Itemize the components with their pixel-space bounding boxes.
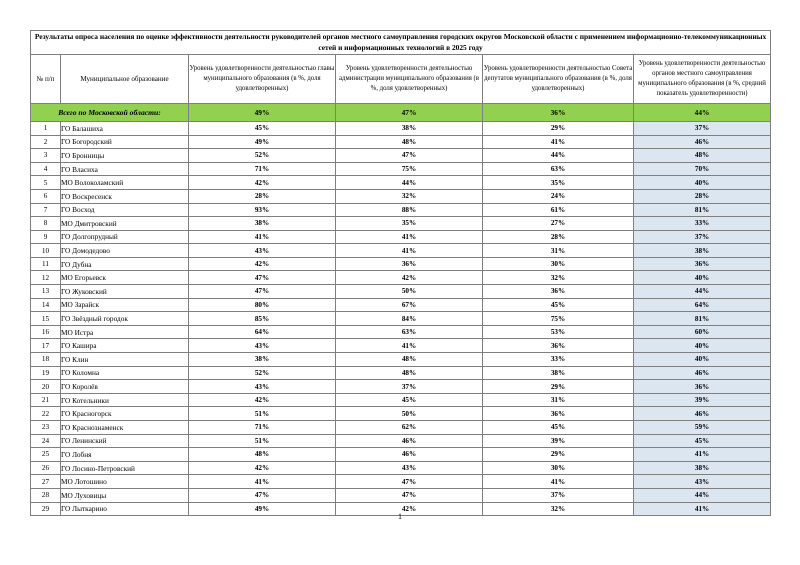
row-number: 10 xyxy=(31,244,61,258)
row-average-value: 70% xyxy=(634,162,771,176)
row-municipality: ГО Власиха xyxy=(61,162,189,176)
column-header-average-satisfaction: Уровень удовлетворенности деятельностью органов местного самоуправления муниципального образования (в %, средний показатель удовлетворенности) xyxy=(634,54,771,103)
table-row xyxy=(31,339,771,353)
row-head-value: 51% xyxy=(189,407,336,421)
table-row xyxy=(31,393,771,407)
column-header-head-satisfaction: Уровень удовлетворенности деятельностью главы муниципального образования (в %, доля удовлетворенных) xyxy=(189,54,336,103)
row-number: 1 xyxy=(31,121,61,135)
row-number: 4 xyxy=(31,162,61,176)
row-municipality: ГО Лосино-Петровский xyxy=(61,461,189,475)
row-head-value: 42% xyxy=(189,257,336,271)
row-council-value: 29% xyxy=(483,380,634,394)
row-average-value: 48% xyxy=(634,149,771,163)
row-council-value: 41% xyxy=(483,475,634,489)
row-number: 20 xyxy=(31,380,61,394)
row-head-value: 47% xyxy=(189,488,336,502)
row-head-value: 41% xyxy=(189,475,336,489)
row-administration-value: 36% xyxy=(336,257,483,271)
row-administration-value: 45% xyxy=(336,393,483,407)
row-municipality: ГО Воскресенск xyxy=(61,189,189,203)
row-number: 7 xyxy=(31,203,61,217)
row-administration-value: 84% xyxy=(336,312,483,326)
row-average-value: 40% xyxy=(634,353,771,367)
row-number: 17 xyxy=(31,339,61,353)
row-head-value: 71% xyxy=(189,421,336,435)
total-council-value: 36% xyxy=(483,103,634,121)
row-average-value: 39% xyxy=(634,393,771,407)
row-head-value: 85% xyxy=(189,312,336,326)
row-council-value: 32% xyxy=(483,271,634,285)
row-municipality: ГО Долгопрудный xyxy=(61,230,189,244)
row-head-value: 49% xyxy=(189,135,336,149)
row-municipality: МО Дмитровский xyxy=(61,217,189,231)
row-administration-value: 41% xyxy=(336,230,483,244)
row-average-value: 36% xyxy=(634,257,771,271)
row-average-value: 44% xyxy=(634,285,771,299)
row-head-value: 38% xyxy=(189,353,336,367)
row-number: 22 xyxy=(31,407,61,421)
row-number: 6 xyxy=(31,189,61,203)
row-administration-value: 41% xyxy=(336,244,483,258)
table-row xyxy=(31,461,771,475)
table-row xyxy=(31,298,771,312)
row-number: 3 xyxy=(31,149,61,163)
row-average-value: 37% xyxy=(634,121,771,135)
row-head-value: 43% xyxy=(189,339,336,353)
row-administration-value: 46% xyxy=(336,448,483,462)
row-municipality: ГО Клин xyxy=(61,353,189,367)
row-council-value: 29% xyxy=(483,448,634,462)
row-average-value: 33% xyxy=(634,217,771,231)
row-average-value: 38% xyxy=(634,244,771,258)
row-administration-value: 46% xyxy=(336,434,483,448)
row-number: 24 xyxy=(31,434,61,448)
row-administration-value: 42% xyxy=(336,271,483,285)
row-council-value: 30% xyxy=(483,461,634,475)
table-row xyxy=(31,353,771,367)
row-head-value: 51% xyxy=(189,434,336,448)
total-row-label: Всего по Московской области: xyxy=(31,103,189,121)
table-row xyxy=(31,149,771,163)
row-municipality: ГО Лобня xyxy=(61,448,189,462)
row-head-value: 52% xyxy=(189,149,336,163)
row-council-value: 32% xyxy=(483,502,634,516)
row-administration-value: 42% xyxy=(336,502,483,516)
row-average-value: 81% xyxy=(634,312,771,326)
row-average-value: 40% xyxy=(634,176,771,190)
table-row xyxy=(31,380,771,394)
table-row xyxy=(31,217,771,231)
table-row xyxy=(31,121,771,135)
table-header-row xyxy=(31,54,771,103)
row-council-value: 41% xyxy=(483,135,634,149)
row-average-value: 46% xyxy=(634,135,771,149)
row-head-value: 48% xyxy=(189,448,336,462)
row-number: 28 xyxy=(31,488,61,502)
row-administration-value: 63% xyxy=(336,325,483,339)
row-average-value: 46% xyxy=(634,366,771,380)
row-administration-value: 62% xyxy=(336,421,483,435)
table-row xyxy=(31,488,771,502)
row-number: 13 xyxy=(31,285,61,299)
row-head-value: 42% xyxy=(189,393,336,407)
table-title-row xyxy=(31,31,771,55)
row-average-value: 41% xyxy=(634,448,771,462)
column-header-municipality: Муниципальное образование xyxy=(61,54,189,103)
row-number: 11 xyxy=(31,257,61,271)
row-number: 18 xyxy=(31,353,61,367)
row-head-value: 43% xyxy=(189,380,336,394)
table-row xyxy=(31,203,771,217)
row-head-value: 41% xyxy=(189,230,336,244)
row-municipality: ГО Восход xyxy=(61,203,189,217)
row-administration-value: 38% xyxy=(336,121,483,135)
row-average-value: 41% xyxy=(634,502,771,516)
row-municipality: ГО Дубна xyxy=(61,257,189,271)
row-municipality: ГО Домодедово xyxy=(61,244,189,258)
row-council-value: 36% xyxy=(483,339,634,353)
row-council-value: 24% xyxy=(483,189,634,203)
table-row xyxy=(31,407,771,421)
row-administration-value: 50% xyxy=(336,285,483,299)
row-head-value: 49% xyxy=(189,502,336,516)
row-head-value: 47% xyxy=(189,285,336,299)
row-administration-value: 37% xyxy=(336,380,483,394)
table-row xyxy=(31,421,771,435)
row-municipality: ГО Краснознаменск xyxy=(61,421,189,435)
row-number: 2 xyxy=(31,135,61,149)
row-council-value: 31% xyxy=(483,393,634,407)
row-number: 5 xyxy=(31,176,61,190)
row-number: 26 xyxy=(31,461,61,475)
row-council-value: 63% xyxy=(483,162,634,176)
document-title: Результаты опроса населения по оценке эффективности деятельности руководителей органов местного самоуправления городских округов Московской области с применением информационно-телекоммуникационных сетей и информационных технологий в 2025 году xyxy=(31,31,771,55)
table-row xyxy=(31,230,771,244)
row-administration-value: 41% xyxy=(336,339,483,353)
row-average-value: 45% xyxy=(634,434,771,448)
row-head-value: 64% xyxy=(189,325,336,339)
row-council-value: 45% xyxy=(483,298,634,312)
row-council-value: 33% xyxy=(483,353,634,367)
row-average-value: 38% xyxy=(634,461,771,475)
table-row xyxy=(31,325,771,339)
row-average-value: 81% xyxy=(634,203,771,217)
row-head-value: 47% xyxy=(189,271,336,285)
table-row xyxy=(31,189,771,203)
page-number: 1 xyxy=(398,512,402,521)
row-average-value: 44% xyxy=(634,488,771,502)
row-average-value: 40% xyxy=(634,339,771,353)
row-council-value: 29% xyxy=(483,121,634,135)
row-municipality: ГО Коломна xyxy=(61,366,189,380)
row-average-value: 43% xyxy=(634,475,771,489)
row-head-value: 42% xyxy=(189,461,336,475)
row-number: 21 xyxy=(31,393,61,407)
row-municipality: ГО Котельники xyxy=(61,393,189,407)
row-administration-value: 48% xyxy=(336,366,483,380)
row-administration-value: 48% xyxy=(336,135,483,149)
row-administration-value: 43% xyxy=(336,461,483,475)
table-row xyxy=(31,448,771,462)
row-administration-value: 88% xyxy=(336,203,483,217)
row-municipality: ГО Кашира xyxy=(61,339,189,353)
row-council-value: 38% xyxy=(483,366,634,380)
row-number: 29 xyxy=(31,502,61,516)
row-municipality: ГО Лыткарино xyxy=(61,502,189,516)
total-row xyxy=(31,103,771,121)
row-average-value: 40% xyxy=(634,271,771,285)
row-council-value: 37% xyxy=(483,488,634,502)
row-municipality: МО Волоколамский xyxy=(61,176,189,190)
row-municipality: МО Истра xyxy=(61,325,189,339)
table-row xyxy=(31,271,771,285)
row-number: 14 xyxy=(31,298,61,312)
row-head-value: 93% xyxy=(189,203,336,217)
row-administration-value: 50% xyxy=(336,407,483,421)
table-row xyxy=(31,162,771,176)
row-administration-value: 47% xyxy=(336,149,483,163)
row-council-value: 45% xyxy=(483,421,634,435)
row-administration-value: 47% xyxy=(336,488,483,502)
row-head-value: 28% xyxy=(189,189,336,203)
row-number: 19 xyxy=(31,366,61,380)
row-council-value: 31% xyxy=(483,244,634,258)
total-head-value: 49% xyxy=(189,103,336,121)
row-number: 25 xyxy=(31,448,61,462)
table-row xyxy=(31,434,771,448)
row-head-value: 71% xyxy=(189,162,336,176)
row-average-value: 28% xyxy=(634,189,771,203)
column-header-council-satisfaction: Уровень удовлетворенности деятельностью Совета депутатов муниципального образования (в %, доля удовлетворенных) xyxy=(483,54,634,103)
column-header-administration-satisfaction: Уровень удовлетворенности деятельностью администрации муниципального образования (в %, доля удовлетворенных) xyxy=(336,54,483,103)
table-row xyxy=(31,257,771,271)
row-number: 8 xyxy=(31,217,61,231)
row-administration-value: 48% xyxy=(336,353,483,367)
table-row xyxy=(31,176,771,190)
row-number: 16 xyxy=(31,325,61,339)
row-average-value: 36% xyxy=(634,380,771,394)
row-municipality: ГО Королёв xyxy=(61,380,189,394)
row-council-value: 36% xyxy=(483,407,634,421)
row-number: 27 xyxy=(31,475,61,489)
table-row xyxy=(31,475,771,489)
row-council-value: 39% xyxy=(483,434,634,448)
row-number: 12 xyxy=(31,271,61,285)
row-council-value: 27% xyxy=(483,217,634,231)
row-head-value: 43% xyxy=(189,244,336,258)
row-council-value: 75% xyxy=(483,312,634,326)
row-council-value: 44% xyxy=(483,149,634,163)
row-average-value: 64% xyxy=(634,298,771,312)
row-number: 15 xyxy=(31,312,61,326)
row-average-value: 60% xyxy=(634,325,771,339)
row-administration-value: 67% xyxy=(336,298,483,312)
row-council-value: 61% xyxy=(483,203,634,217)
row-council-value: 28% xyxy=(483,230,634,244)
row-head-value: 42% xyxy=(189,176,336,190)
row-council-value: 36% xyxy=(483,285,634,299)
row-average-value: 59% xyxy=(634,421,771,435)
row-administration-value: 35% xyxy=(336,217,483,231)
row-municipality: ГО Красногорск xyxy=(61,407,189,421)
row-council-value: 35% xyxy=(483,176,634,190)
total-administration-value: 47% xyxy=(336,103,483,121)
total-average-value: 44% xyxy=(634,103,771,121)
row-administration-value: 44% xyxy=(336,176,483,190)
table-row xyxy=(31,135,771,149)
row-head-value: 38% xyxy=(189,217,336,231)
row-municipality: МО Егорьевск xyxy=(61,271,189,285)
column-header-number: № п/п xyxy=(31,54,61,103)
table-row xyxy=(31,366,771,380)
table-row xyxy=(31,312,771,326)
row-administration-value: 47% xyxy=(336,475,483,489)
row-municipality: ГО Звёздный городок xyxy=(61,312,189,326)
row-municipality: ГО Балашиха xyxy=(61,121,189,135)
row-municipality: ГО Богородский xyxy=(61,135,189,149)
row-head-value: 45% xyxy=(189,121,336,135)
table-body xyxy=(31,121,771,515)
row-municipality: МО Зарайск xyxy=(61,298,189,312)
row-administration-value: 75% xyxy=(336,162,483,176)
row-average-value: 46% xyxy=(634,407,771,421)
survey-results-table xyxy=(30,30,771,516)
row-number: 23 xyxy=(31,421,61,435)
row-municipality: ГО Ленинский xyxy=(61,434,189,448)
row-municipality: ГО Бронницы xyxy=(61,149,189,163)
table-row xyxy=(31,285,771,299)
row-municipality: ГО Жуковский xyxy=(61,285,189,299)
row-council-value: 30% xyxy=(483,257,634,271)
table-row xyxy=(31,244,771,258)
row-average-value: 37% xyxy=(634,230,771,244)
row-head-value: 80% xyxy=(189,298,336,312)
row-municipality: МО Луховицы xyxy=(61,488,189,502)
row-number: 9 xyxy=(31,230,61,244)
row-head-value: 52% xyxy=(189,366,336,380)
row-municipality: МО Лотошино xyxy=(61,475,189,489)
row-council-value: 53% xyxy=(483,325,634,339)
row-administration-value: 32% xyxy=(336,189,483,203)
